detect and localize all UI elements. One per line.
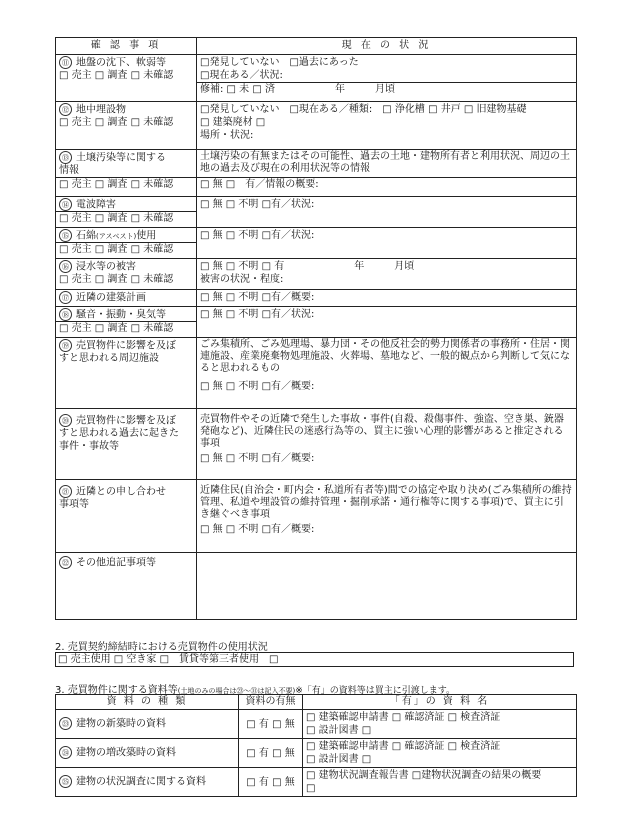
- row-number-24: ㉔: [59, 746, 72, 759]
- party-checkboxes[interactable]: □ 売主 □ 調査 □ 未確認: [56, 211, 196, 225]
- item-title: 売買物件に影響を及ぼ: [76, 415, 176, 427]
- item-title-small: (アスベスト): [96, 232, 137, 241]
- row-surrounding-facilities: [56, 338, 577, 409]
- item-description: 近隣住民(自治会・町内会・私道所有者等)間での協定や取り決め(ごみ集積所の維持管理、私道や埋設管の維持管理・掘削承諾・通行権等に関する事項)で、買主に引き継ぐべき事項: [200, 485, 572, 520]
- item-title-cont: すと思われる過去に起きた: [59, 428, 179, 439]
- document-kind: 建物の増改築時の資料: [76, 747, 176, 759]
- status-line[interactable]: □現在ある／状況:: [200, 70, 283, 81]
- header-document-names: 「有」の 資 料 名: [303, 695, 577, 710]
- other-notes-field[interactable]: [197, 553, 577, 620]
- item-description: 売買物件やその近隣で発生した事故・事件(自殺、殺傷事件、強盗、空き巣、銃器発砲など)、近隣住民の迷惑行為等の、買主に強い心理的影響があると推定される事項: [200, 414, 564, 449]
- item-title: 浸水等の被害: [76, 261, 136, 273]
- row-number-25: ㉕: [59, 775, 72, 788]
- row-other-notes: [56, 553, 577, 620]
- status-line[interactable]: □ 無 □ 不明 □ 有 年 月頃: [200, 261, 415, 272]
- item-title: その他追記事項等: [76, 557, 156, 569]
- document-names-line[interactable]: □ 建築確認申請書 □ 確認済証 □ 検査済証: [306, 741, 501, 752]
- header-confirmation-items: 確 認 事 項: [56, 38, 197, 55]
- section2-title: 2. 売買契約締結時における売買物件の使用状況: [55, 642, 268, 653]
- party-checkboxes[interactable]: □ 売主 □ 調査 □ 未確認: [59, 70, 174, 81]
- row-nearby-construction: [56, 290, 577, 307]
- header-document-exists: 資料の有無: [239, 695, 303, 710]
- item-title-cont: すと思われる周辺施設: [59, 353, 159, 364]
- row-number-19: ⑲: [59, 339, 72, 352]
- row-number-16: ⑯: [59, 260, 72, 273]
- item-title-cont: 事件・事故等: [59, 441, 119, 452]
- party-checkboxes[interactable]: □ 売主 □ 調査 □ 未確認: [56, 177, 196, 191]
- row-number-20: ⑳: [59, 414, 72, 427]
- row-number-18: ⑱: [59, 308, 72, 321]
- item-title-cont: 事項等: [59, 499, 89, 510]
- document-exists-checkboxes[interactable]: □ 有 □ 無: [239, 710, 303, 739]
- confirmation-table: [55, 37, 577, 620]
- damage-line[interactable]: 被害の状況・程度:: [200, 274, 284, 285]
- row-noise-vibration: [56, 307, 577, 338]
- row-flood-damage: [56, 259, 577, 290]
- status-line[interactable]: □ 無 □ 不明 □有／概要:: [200, 453, 315, 464]
- item-title: 石綿: [76, 230, 96, 242]
- status-line[interactable]: □ 無 □ 不明 □有／概要:: [200, 524, 315, 535]
- item-description: ごみ集積所、ごみ処理場、暴力団・その他反社会的勢力関係者の事務所・住居・関連施設、産業廃棄物処理施設、火葬場、墓地など、一般的観点から判断して気になると思われるもの: [200, 339, 570, 374]
- status-line[interactable]: □ 建築廃材 □: [200, 117, 266, 128]
- document-kind: 建物の状況調査に関する資料: [76, 776, 206, 788]
- section3-note2: ※「有」の資料等は買主に引渡します。: [295, 686, 456, 696]
- party-checkboxes[interactable]: □ 売主 □ 調査 □ 未確認: [59, 117, 174, 128]
- item-title: 土壌汚染等に関する: [76, 152, 166, 164]
- item-description: 土壌汚染の有無またはその可能性、過去の土地・建物所有者と利用状況、周辺の土地の過去及び現在の利用状況等の情報: [200, 151, 570, 174]
- header-document-kind: 資 料 の 種 類: [56, 695, 239, 710]
- document-names-line[interactable]: □: [306, 783, 316, 794]
- row-neighborhood-agreements: [56, 480, 577, 553]
- item-title: 騒音・振動・臭気等: [76, 309, 166, 321]
- document-names-line[interactable]: □ 設計図書 □: [306, 725, 372, 736]
- header-current-status: 現 在 の 状 況: [197, 38, 577, 55]
- status-line[interactable]: □ 無 □ 不明 □有／概要:: [200, 292, 315, 303]
- repair-line[interactable]: 修補: □ 未 □ 済 年 月頃: [197, 82, 576, 96]
- status-line[interactable]: □ 無 □ 有／情報の概要:: [197, 177, 576, 191]
- location-line[interactable]: 場所・状況:: [200, 130, 254, 141]
- item-title: 地中埋設物: [76, 104, 126, 116]
- status-line[interactable]: □ 無 □ 不明 □有／状況:: [200, 230, 315, 241]
- row-number-15: ⑮: [59, 229, 72, 242]
- row-radio-interference: [56, 197, 577, 228]
- doc-row-new-construction: [56, 710, 577, 739]
- row-number-11: ⑪: [59, 56, 72, 69]
- row-asbestos: [56, 228, 577, 259]
- item-title: 近隣との申し合わせ: [76, 486, 166, 498]
- document-names-line[interactable]: □ 建築確認申請書 □ 確認済証 □ 検査済証: [306, 712, 501, 723]
- row-number-17: ⑰: [59, 291, 72, 304]
- row-number-12: ⑫: [59, 103, 72, 116]
- document-exists-checkboxes[interactable]: □ 有 □ 無: [239, 739, 303, 768]
- document-exists-checkboxes[interactable]: □ 有 □ 無: [239, 768, 303, 797]
- item-title-tail: 使用: [136, 230, 157, 242]
- row-underground-objects: [56, 102, 577, 150]
- status-line[interactable]: □発見していない □過去にあった: [200, 57, 359, 68]
- doc-row-inspection: [56, 768, 577, 797]
- table-header-row: [56, 38, 577, 55]
- status-line[interactable]: □ 無 □ 不明 □有／状況:: [200, 199, 315, 210]
- party-checkboxes[interactable]: □ 売主 □ 調査 □ 未確認: [56, 321, 196, 335]
- item-title: 電波障害: [76, 199, 116, 211]
- row-number-21: ㉑: [59, 485, 72, 498]
- item-title: 売買物件に影響を及ぼ: [76, 340, 176, 352]
- document-names-line[interactable]: □ 設計図書 □: [306, 754, 372, 765]
- row-soil-contamination: [56, 150, 577, 197]
- section3-note: (土地のみの場合は㉓～㉛は記入不要): [177, 687, 296, 695]
- documents-table: [55, 694, 577, 797]
- item-title: 地盤の沈下、軟弱等: [76, 57, 166, 69]
- document-names-line[interactable]: □ 建物状況調査報告書 □建物状況調査の結果の概要: [306, 770, 542, 781]
- usage-status-checkboxes[interactable]: □ 売主使用 □ 空き家 □ 賃貸等第三者使用 □: [55, 652, 574, 667]
- row-number-13: ⑬: [59, 151, 72, 164]
- row-past-incidents: [56, 409, 577, 480]
- item-title-cont: 情報: [59, 165, 79, 176]
- table-header-row: [56, 695, 577, 710]
- party-checkboxes[interactable]: □ 売主 □ 調査 □ 未確認: [56, 242, 196, 256]
- status-line[interactable]: □ 無 □ 不明 □有／状況:: [200, 309, 315, 320]
- row-number-22: ㉒: [59, 556, 72, 569]
- party-checkboxes[interactable]: □ 売主 □ 調査 □ 未確認: [59, 274, 174, 285]
- row-number-23: ㉓: [59, 717, 72, 730]
- status-line[interactable]: □ 無 □ 不明 □有／概要:: [200, 381, 315, 392]
- row-ground-subsidence: [56, 55, 577, 102]
- document-kind: 建物の新築時の資料: [76, 718, 166, 730]
- section3-title: 3. 売買物件に関する資料等: [55, 685, 178, 696]
- row-number-14: ⑭: [59, 198, 72, 211]
- status-line[interactable]: □発見していない □現在ある／種類: □ 浄化槽 □ 井戸 □ 旧建物基礎: [200, 104, 527, 115]
- item-title: 近隣の建築計画: [76, 292, 146, 304]
- doc-row-renovation: [56, 739, 577, 768]
